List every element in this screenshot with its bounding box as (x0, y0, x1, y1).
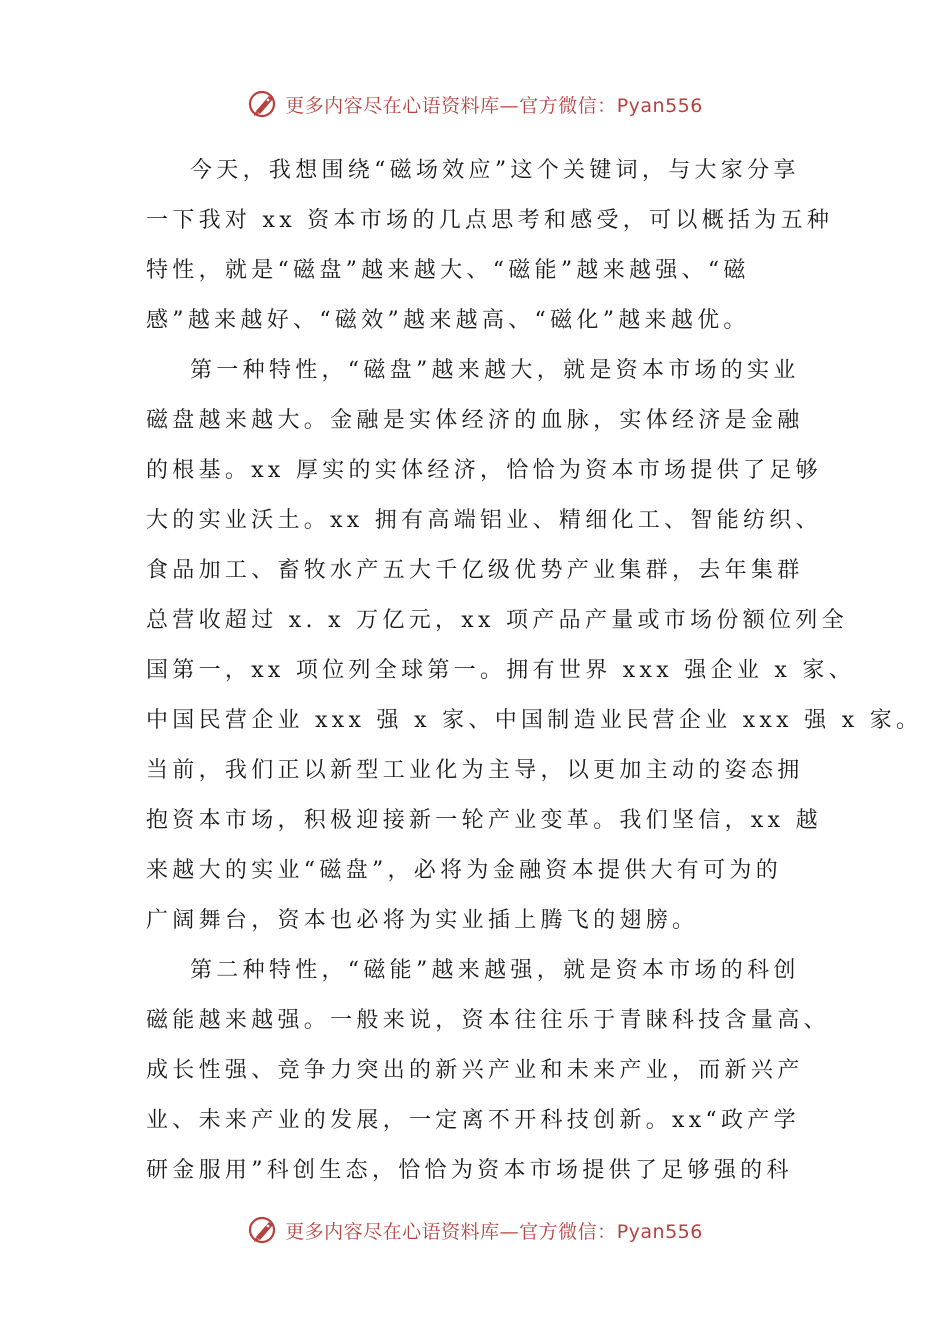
footer-site-text: 更多内容尽在心语资料库 (285, 1220, 500, 1243)
header-site-text: 更多内容尽在心语资料库 (285, 94, 500, 117)
body-line: 今天，我想围绕“磁场效应”这个关键词，与大家分享 (190, 158, 800, 183)
body-line: 一下我对 xx 资本市场的几点思考和感受，可以概括为五种 (146, 208, 834, 233)
body-line: 研金服用”科创生态，恰恰为资本市场提供了足够强的科 (146, 1158, 793, 1183)
body-line: 第二种特性，“磁能”越来越强，就是资本市场的科创 (190, 958, 800, 983)
body-line: 成长性强、竞争力突出的新兴产业和未来产业，而新兴产 (146, 1058, 804, 1083)
body-line: 来越大的实业“磁盘”，必将为金融资本提供大有可为的 (146, 858, 782, 883)
body-line: 食品加工、畜牧水产五大千亿级优势产业集群，去年集群 (146, 558, 804, 583)
body-line: 磁盘越来越大。金融是实体经济的血脉，实体经济是金融 (146, 408, 804, 433)
body-line: 国第一，xx 项位列全球第一。拥有世界 xxx 强企业 x 家、 (146, 658, 856, 683)
footer-banner (0, 1210, 950, 1250)
document-body (146, 146, 923, 1196)
pen-nib-logo-icon (247, 87, 281, 121)
footer-official-text: 官方微信： (519, 1220, 617, 1243)
body-line: 总营收超过 x. x 万亿元，xx 项产品产量或市场份额位列全 (146, 608, 848, 633)
header-banner-text (285, 91, 703, 118)
body-line: 特性，就是“磁盘”越来越大、“磁能”越来越强、“磁 (146, 258, 750, 283)
body-line: 感”越来越好、“磁效”越来越高、“磁化”越来越优。 (146, 308, 750, 333)
pen-nib-logo-icon (247, 1213, 281, 1247)
body-line: 业、未来产业的发展，一定离不开科技创新。xx“政产学 (146, 1108, 800, 1133)
header-separator: — (499, 94, 520, 117)
body-line: 当前，我们正以新型工业化为主导，以更加主动的姿态拥 (146, 758, 804, 783)
body-line: 广阔舞台，资本也必将为实业插上腾飞的翅膀。 (146, 908, 699, 933)
header-banner (0, 84, 950, 124)
body-line: 的根基。xx 厚实的实体经济，恰恰为资本市场提供了足够 (146, 458, 822, 483)
body-line: 中国民营企业 xxx 强 x 家、中国制造业民营企业 xxx 强 x 家。 (146, 708, 923, 733)
footer-banner-text (285, 1217, 703, 1244)
header-official-text: 官方微信： (519, 94, 617, 117)
body-line: 第一种特性，“磁盘”越来越大，就是资本市场的实业 (190, 358, 800, 383)
body-line: 大的实业沃土。xx 拥有高端铝业、精细化工、智能纺织、 (146, 508, 822, 533)
footer-separator: — (499, 1220, 520, 1243)
body-line: 抱资本市场，积极迎接新一轮产业变革。我们坚信，xx 越 (146, 808, 822, 833)
body-line: 磁能越来越强。一般来说，资本往往乐于青睐科技含量高、 (146, 1008, 830, 1033)
header-wechat-id: Pyan556 (616, 94, 703, 117)
footer-wechat-id: Pyan556 (616, 1220, 703, 1243)
